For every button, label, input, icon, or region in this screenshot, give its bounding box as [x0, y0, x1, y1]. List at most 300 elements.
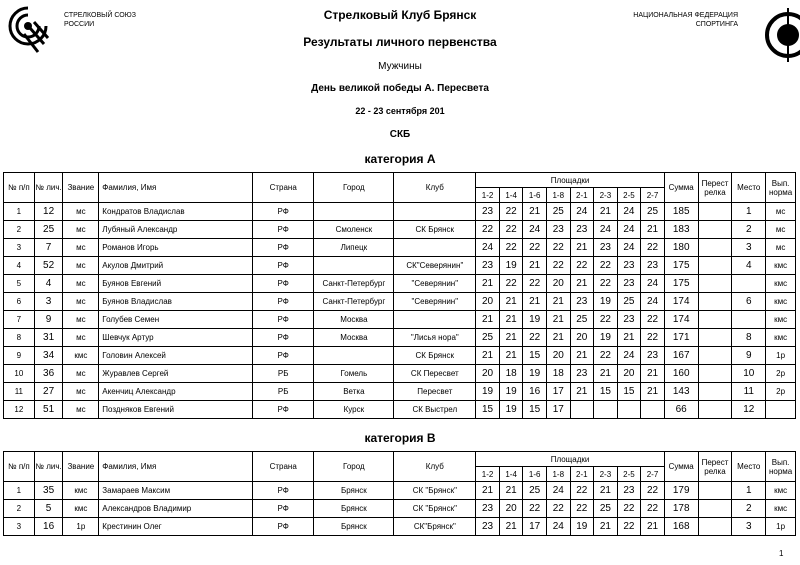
cell-score: 22 [641, 329, 665, 347]
table-row [4, 311, 796, 329]
cell-score: 23 [641, 257, 665, 275]
cell-score: 21 [476, 482, 500, 500]
cell-num: 10 [4, 365, 35, 383]
cell-num: 3 [4, 518, 35, 536]
cell-score: 20 [499, 500, 523, 518]
cell-score: 22 [523, 500, 547, 518]
cell-score: 24 [546, 518, 570, 536]
cell-norm: кмс [766, 275, 796, 293]
cell-city: Ветка [314, 383, 394, 401]
cell-score: 21 [594, 482, 618, 500]
cell-norm: 1р [766, 518, 796, 536]
cell-country: РФ [252, 275, 313, 293]
cell-score: 24 [617, 203, 641, 221]
ground-header: 1-2 [476, 467, 500, 482]
cell-score: 21 [546, 329, 570, 347]
cell-shootoff [698, 365, 732, 383]
cell-score: 23 [546, 221, 570, 239]
cell-score: 19 [594, 293, 618, 311]
header-row [4, 452, 796, 467]
cell-score: 18 [499, 365, 523, 383]
col-sum-header: Сумма [664, 452, 698, 482]
col-name-header: Фамилия, Имя [99, 173, 253, 203]
cell-score: 22 [476, 221, 500, 239]
cell-score: 15 [523, 347, 547, 365]
cell-score: 21 [570, 383, 594, 401]
cell-club [394, 203, 476, 221]
cell-num: 2 [4, 221, 35, 239]
col-club-header: Клуб [394, 173, 476, 203]
cell-score: 23 [594, 239, 618, 257]
cell-name: Романов Игорь [99, 239, 253, 257]
cell-score: 24 [523, 221, 547, 239]
cell-shootoff [698, 329, 732, 347]
cell-score: 21 [499, 329, 523, 347]
cell-score: 23 [617, 275, 641, 293]
cell-score: 23 [476, 518, 500, 536]
cell-num: 6 [4, 293, 35, 311]
cell-place: 1 [732, 482, 766, 500]
table-row [4, 329, 796, 347]
cell-country: РФ [252, 203, 313, 221]
cell-place [732, 275, 766, 293]
cell-place: 2 [732, 500, 766, 518]
col-norm-header: Вып. норма [766, 452, 796, 482]
cell-sum: 180 [664, 239, 698, 257]
cell-score: 19 [499, 383, 523, 401]
cell-score: 21 [523, 203, 547, 221]
ground-header: 2-5 [617, 188, 641, 203]
cell-lic: 5 [34, 500, 63, 518]
cell-rank: мс [63, 365, 99, 383]
cell-club: "Лисья нора" [394, 329, 476, 347]
cell-name: Головин Алексей [99, 347, 253, 365]
col-place-header: Место [732, 173, 766, 203]
table-row [4, 401, 796, 419]
ground-header: 2-7 [641, 188, 665, 203]
col-shootoff-header: Перест релка [698, 452, 732, 482]
cell-norm [766, 401, 796, 419]
ground-header: 1-8 [546, 467, 570, 482]
cell-score: 24 [641, 275, 665, 293]
cell-score: 18 [546, 365, 570, 383]
cell-score: 22 [499, 221, 523, 239]
cell-score: 20 [546, 275, 570, 293]
cell-name: Кондратов Владислав [99, 203, 253, 221]
cell-num: 8 [4, 329, 35, 347]
event-dates: 22 - 23 сентября 201 [355, 106, 445, 116]
table-row [4, 482, 796, 500]
cell-place: 3 [732, 518, 766, 536]
cell-name: Поздняков Евгений [99, 401, 253, 419]
cell-score: 20 [546, 347, 570, 365]
cell-club: СК "Брянск" [394, 500, 476, 518]
cell-score: 24 [641, 293, 665, 311]
cell-city: Брянск [314, 518, 394, 536]
category-a-title: категория А [364, 152, 436, 166]
cell-city: Гомель [314, 365, 394, 383]
cell-score: 20 [570, 329, 594, 347]
cell-score: 25 [617, 293, 641, 311]
cell-score: 22 [523, 329, 547, 347]
cell-shootoff [698, 203, 732, 221]
cell-score: 22 [570, 500, 594, 518]
ground-header: 1-2 [476, 188, 500, 203]
cell-score: 19 [476, 383, 500, 401]
cell-rank: мс [63, 311, 99, 329]
cell-score: 22 [641, 239, 665, 257]
gender-label: Мужчины [378, 61, 422, 72]
ground-header: 2-7 [641, 467, 665, 482]
cell-score: 24 [476, 239, 500, 257]
table-row [4, 383, 796, 401]
category-b-table [3, 451, 796, 536]
category-a-table [3, 172, 796, 419]
cell-country: РФ [252, 401, 313, 419]
cell-country: РФ [252, 221, 313, 239]
cell-score: 25 [523, 482, 547, 500]
cell-score: 22 [499, 275, 523, 293]
cell-score: 22 [546, 257, 570, 275]
cell-lic: 3 [34, 293, 63, 311]
cell-name: Буянов Евгений [99, 275, 253, 293]
cell-score: 21 [499, 293, 523, 311]
cell-score [617, 401, 641, 419]
category-b-title: категория В [364, 431, 436, 445]
cell-score: 15 [617, 383, 641, 401]
cell-norm: мс [766, 203, 796, 221]
cell-score: 21 [641, 221, 665, 239]
cell-score: 22 [641, 500, 665, 518]
cell-rank: кмс [63, 500, 99, 518]
cell-sum: 174 [664, 311, 698, 329]
cell-place [732, 311, 766, 329]
cell-club: СК Выстрел [394, 401, 476, 419]
cell-lic: 52 [34, 257, 63, 275]
cell-score: 23 [641, 347, 665, 365]
cell-rank: мс [63, 293, 99, 311]
cell-lic: 7 [34, 239, 63, 257]
cell-score: 23 [476, 203, 500, 221]
cell-score: 21 [476, 275, 500, 293]
cell-place: 4 [732, 257, 766, 275]
col-sum-header: Сумма [664, 173, 698, 203]
col-grounds-header: Площадки [476, 173, 665, 188]
cell-num: 7 [4, 311, 35, 329]
cell-lic: 27 [34, 383, 63, 401]
cell-lic: 16 [34, 518, 63, 536]
cell-score: 23 [570, 293, 594, 311]
cell-city: Брянск [314, 482, 394, 500]
cell-sum: 168 [664, 518, 698, 536]
cell-score: 23 [570, 365, 594, 383]
cell-score: 23 [617, 482, 641, 500]
cell-place: 10 [732, 365, 766, 383]
cell-num: 5 [4, 275, 35, 293]
cell-rank: кмс [63, 347, 99, 365]
cell-shootoff [698, 293, 732, 311]
cell-country: РФ [252, 293, 313, 311]
cell-score: 22 [641, 482, 665, 500]
cell-club: "Северянин" [394, 293, 476, 311]
cell-city [314, 347, 394, 365]
cell-score: 24 [617, 239, 641, 257]
cell-norm: 2р [766, 365, 796, 383]
cell-score: 21 [594, 365, 618, 383]
cell-score: 22 [617, 500, 641, 518]
cell-country: РФ [252, 329, 313, 347]
table-row [4, 500, 796, 518]
cell-shootoff [698, 221, 732, 239]
cell-country: РФ [252, 311, 313, 329]
col-shootoff-header: Перест релка [698, 173, 732, 203]
cell-score: 22 [570, 257, 594, 275]
cell-score: 22 [546, 500, 570, 518]
cell-score: 21 [523, 293, 547, 311]
cell-name: Голубев Семен [99, 311, 253, 329]
col-grounds-header: Площадки [476, 452, 665, 467]
cell-score: 21 [499, 518, 523, 536]
col-norm-header: Вып. норма [766, 173, 796, 203]
cell-score [641, 401, 665, 419]
cell-num: 12 [4, 401, 35, 419]
cell-sum: 175 [664, 257, 698, 275]
cell-score: 21 [641, 518, 665, 536]
cell-score: 19 [523, 311, 547, 329]
cell-score: 24 [617, 221, 641, 239]
cell-score: 20 [617, 365, 641, 383]
cell-lic: 51 [34, 401, 63, 419]
cell-name: Александров Владимир [99, 500, 253, 518]
cell-score: 21 [499, 347, 523, 365]
cell-score: 25 [570, 311, 594, 329]
cell-lic: 34 [34, 347, 63, 365]
cell-name: Лубяный Александр [99, 221, 253, 239]
cell-country: РФ [252, 518, 313, 536]
cell-score: 19 [523, 365, 547, 383]
page-number: 1 [779, 549, 784, 558]
cell-score: 23 [476, 500, 500, 518]
ground-header: 1-6 [523, 188, 547, 203]
cell-score: 25 [641, 203, 665, 221]
cell-score: 17 [546, 383, 570, 401]
cell-shootoff [698, 239, 732, 257]
cell-num: 3 [4, 239, 35, 257]
cell-name: Крестинин Олег [99, 518, 253, 536]
cell-lic: 36 [34, 365, 63, 383]
cell-sum: 185 [664, 203, 698, 221]
cell-score: 21 [570, 347, 594, 365]
ground-header: 1-4 [499, 467, 523, 482]
cell-score: 19 [570, 518, 594, 536]
cell-norm: кмс [766, 329, 796, 347]
cell-num: 2 [4, 500, 35, 518]
cell-num: 9 [4, 347, 35, 365]
table-row [4, 365, 796, 383]
cell-score: 23 [570, 221, 594, 239]
cell-score: 15 [594, 383, 618, 401]
cell-club: СК"Северянин" [394, 257, 476, 275]
col-club-header: Клуб [394, 452, 476, 482]
cell-city [314, 257, 394, 275]
cell-name: Шевчук Артур [99, 329, 253, 347]
cell-score: 15 [476, 401, 500, 419]
cell-place: 11 [732, 383, 766, 401]
cell-norm: 1р [766, 347, 796, 365]
col-name-header: Фамилия, Имя [99, 452, 253, 482]
cell-club: СК Пересвет [394, 365, 476, 383]
cell-sum: 143 [664, 383, 698, 401]
cell-shootoff [698, 383, 732, 401]
cell-place: 3 [732, 239, 766, 257]
cell-score: 22 [617, 518, 641, 536]
cell-city: Курск [314, 401, 394, 419]
table-row [4, 203, 796, 221]
col-country-header: Страна [252, 173, 313, 203]
cell-score: 19 [594, 329, 618, 347]
cell-city: Липецк [314, 239, 394, 257]
cell-score: 21 [641, 383, 665, 401]
cell-club: СК Брянск [394, 221, 476, 239]
cell-score: 21 [523, 257, 547, 275]
cell-city: Смоленск [314, 221, 394, 239]
ground-header: 2-3 [594, 188, 618, 203]
cell-score: 24 [594, 221, 618, 239]
cell-score: 21 [499, 311, 523, 329]
cell-sum: 175 [664, 275, 698, 293]
org-right: НАЦИОНАЛЬНАЯ ФЕДЕРАЦИЯ СПОРТИНГА [633, 12, 738, 28]
cell-country: РФ [252, 239, 313, 257]
cell-club: СК"Брянск" [394, 518, 476, 536]
cell-score: 19 [499, 401, 523, 419]
org-left: СТРЕЛКОВЫЙ СОЮЗ РОССИИ [64, 12, 136, 28]
cell-sum: 171 [664, 329, 698, 347]
cell-score: 24 [617, 347, 641, 365]
cell-score: 21 [641, 365, 665, 383]
cell-score: 23 [617, 311, 641, 329]
cell-club: "Северянин" [394, 275, 476, 293]
cell-score: 21 [617, 329, 641, 347]
ground-header: 1-4 [499, 188, 523, 203]
cell-score: 22 [523, 239, 547, 257]
col-city-header: Город [314, 452, 394, 482]
cell-shootoff [698, 518, 732, 536]
cell-shootoff [698, 401, 732, 419]
cell-norm: кмс [766, 482, 796, 500]
cell-city: Санкт-Петербург [314, 275, 394, 293]
venue-label: СКБ [389, 129, 411, 140]
cell-score: 23 [617, 257, 641, 275]
cell-score [570, 401, 594, 419]
cell-rank: мс [63, 329, 99, 347]
cell-score: 24 [570, 203, 594, 221]
cell-norm: мс [766, 221, 796, 239]
table-row [4, 518, 796, 536]
cell-score: 22 [594, 275, 618, 293]
cell-sum: 183 [664, 221, 698, 239]
col-num-header: № п/п [4, 173, 35, 203]
cell-lic: 35 [34, 482, 63, 500]
cell-place: 9 [732, 347, 766, 365]
cell-score: 21 [546, 311, 570, 329]
col-place-header: Место [732, 452, 766, 482]
cell-country: РФ [252, 257, 313, 275]
cell-rank: кмс [63, 482, 99, 500]
cell-score: 17 [546, 401, 570, 419]
cell-score: 19 [499, 257, 523, 275]
cell-score: 22 [594, 257, 618, 275]
cell-shootoff [698, 347, 732, 365]
cell-shootoff [698, 275, 732, 293]
cell-country: РБ [252, 383, 313, 401]
cell-score [594, 401, 618, 419]
ground-header: 1-8 [546, 188, 570, 203]
cell-country: РФ [252, 347, 313, 365]
cell-norm: 2р [766, 383, 796, 401]
cell-num: 1 [4, 203, 35, 221]
cell-club: СК "Брянск" [394, 482, 476, 500]
cell-shootoff [698, 311, 732, 329]
cell-score: 21 [476, 347, 500, 365]
cell-sum: 160 [664, 365, 698, 383]
ground-header: 2-1 [570, 467, 594, 482]
cell-city: Санкт-Петербург [314, 293, 394, 311]
cell-score: 22 [570, 482, 594, 500]
col-rank-header: Звание [63, 452, 99, 482]
cell-name: Журавлев Сергей [99, 365, 253, 383]
cell-rank: мс [63, 257, 99, 275]
cell-rank: мс [63, 275, 99, 293]
cell-shootoff [698, 482, 732, 500]
cell-num: 4 [4, 257, 35, 275]
table-row [4, 275, 796, 293]
results-title: Результаты личного первенства [303, 35, 497, 49]
cell-place: 6 [732, 293, 766, 311]
col-lic-header: № лич. [34, 173, 63, 203]
cell-rank: мс [63, 221, 99, 239]
cell-country: РФ [252, 482, 313, 500]
cell-lic: 4 [34, 275, 63, 293]
cell-sum: 178 [664, 500, 698, 518]
cell-num: 11 [4, 383, 35, 401]
cell-norm: кмс [766, 293, 796, 311]
cell-lic: 9 [34, 311, 63, 329]
cell-score: 22 [499, 239, 523, 257]
cell-score: 20 [476, 293, 500, 311]
cell-score: 21 [499, 482, 523, 500]
cell-name: Буянов Владислав [99, 293, 253, 311]
cell-club [394, 311, 476, 329]
cell-score: 21 [476, 311, 500, 329]
cell-sum: 174 [664, 293, 698, 311]
col-country-header: Страна [252, 452, 313, 482]
cell-country: РБ [252, 365, 313, 383]
cell-city: Москва [314, 311, 394, 329]
cell-score: 25 [476, 329, 500, 347]
cell-sum: 179 [664, 482, 698, 500]
table-row [4, 257, 796, 275]
cell-place: 12 [732, 401, 766, 419]
cell-rank: мс [63, 383, 99, 401]
cell-norm: кмс [766, 311, 796, 329]
cell-rank: мс [63, 401, 99, 419]
ground-header: 1-6 [523, 467, 547, 482]
cell-score: 23 [476, 257, 500, 275]
cell-norm: кмс [766, 257, 796, 275]
cell-lic: 31 [34, 329, 63, 347]
ground-header: 2-3 [594, 467, 618, 482]
cell-sum: 167 [664, 347, 698, 365]
